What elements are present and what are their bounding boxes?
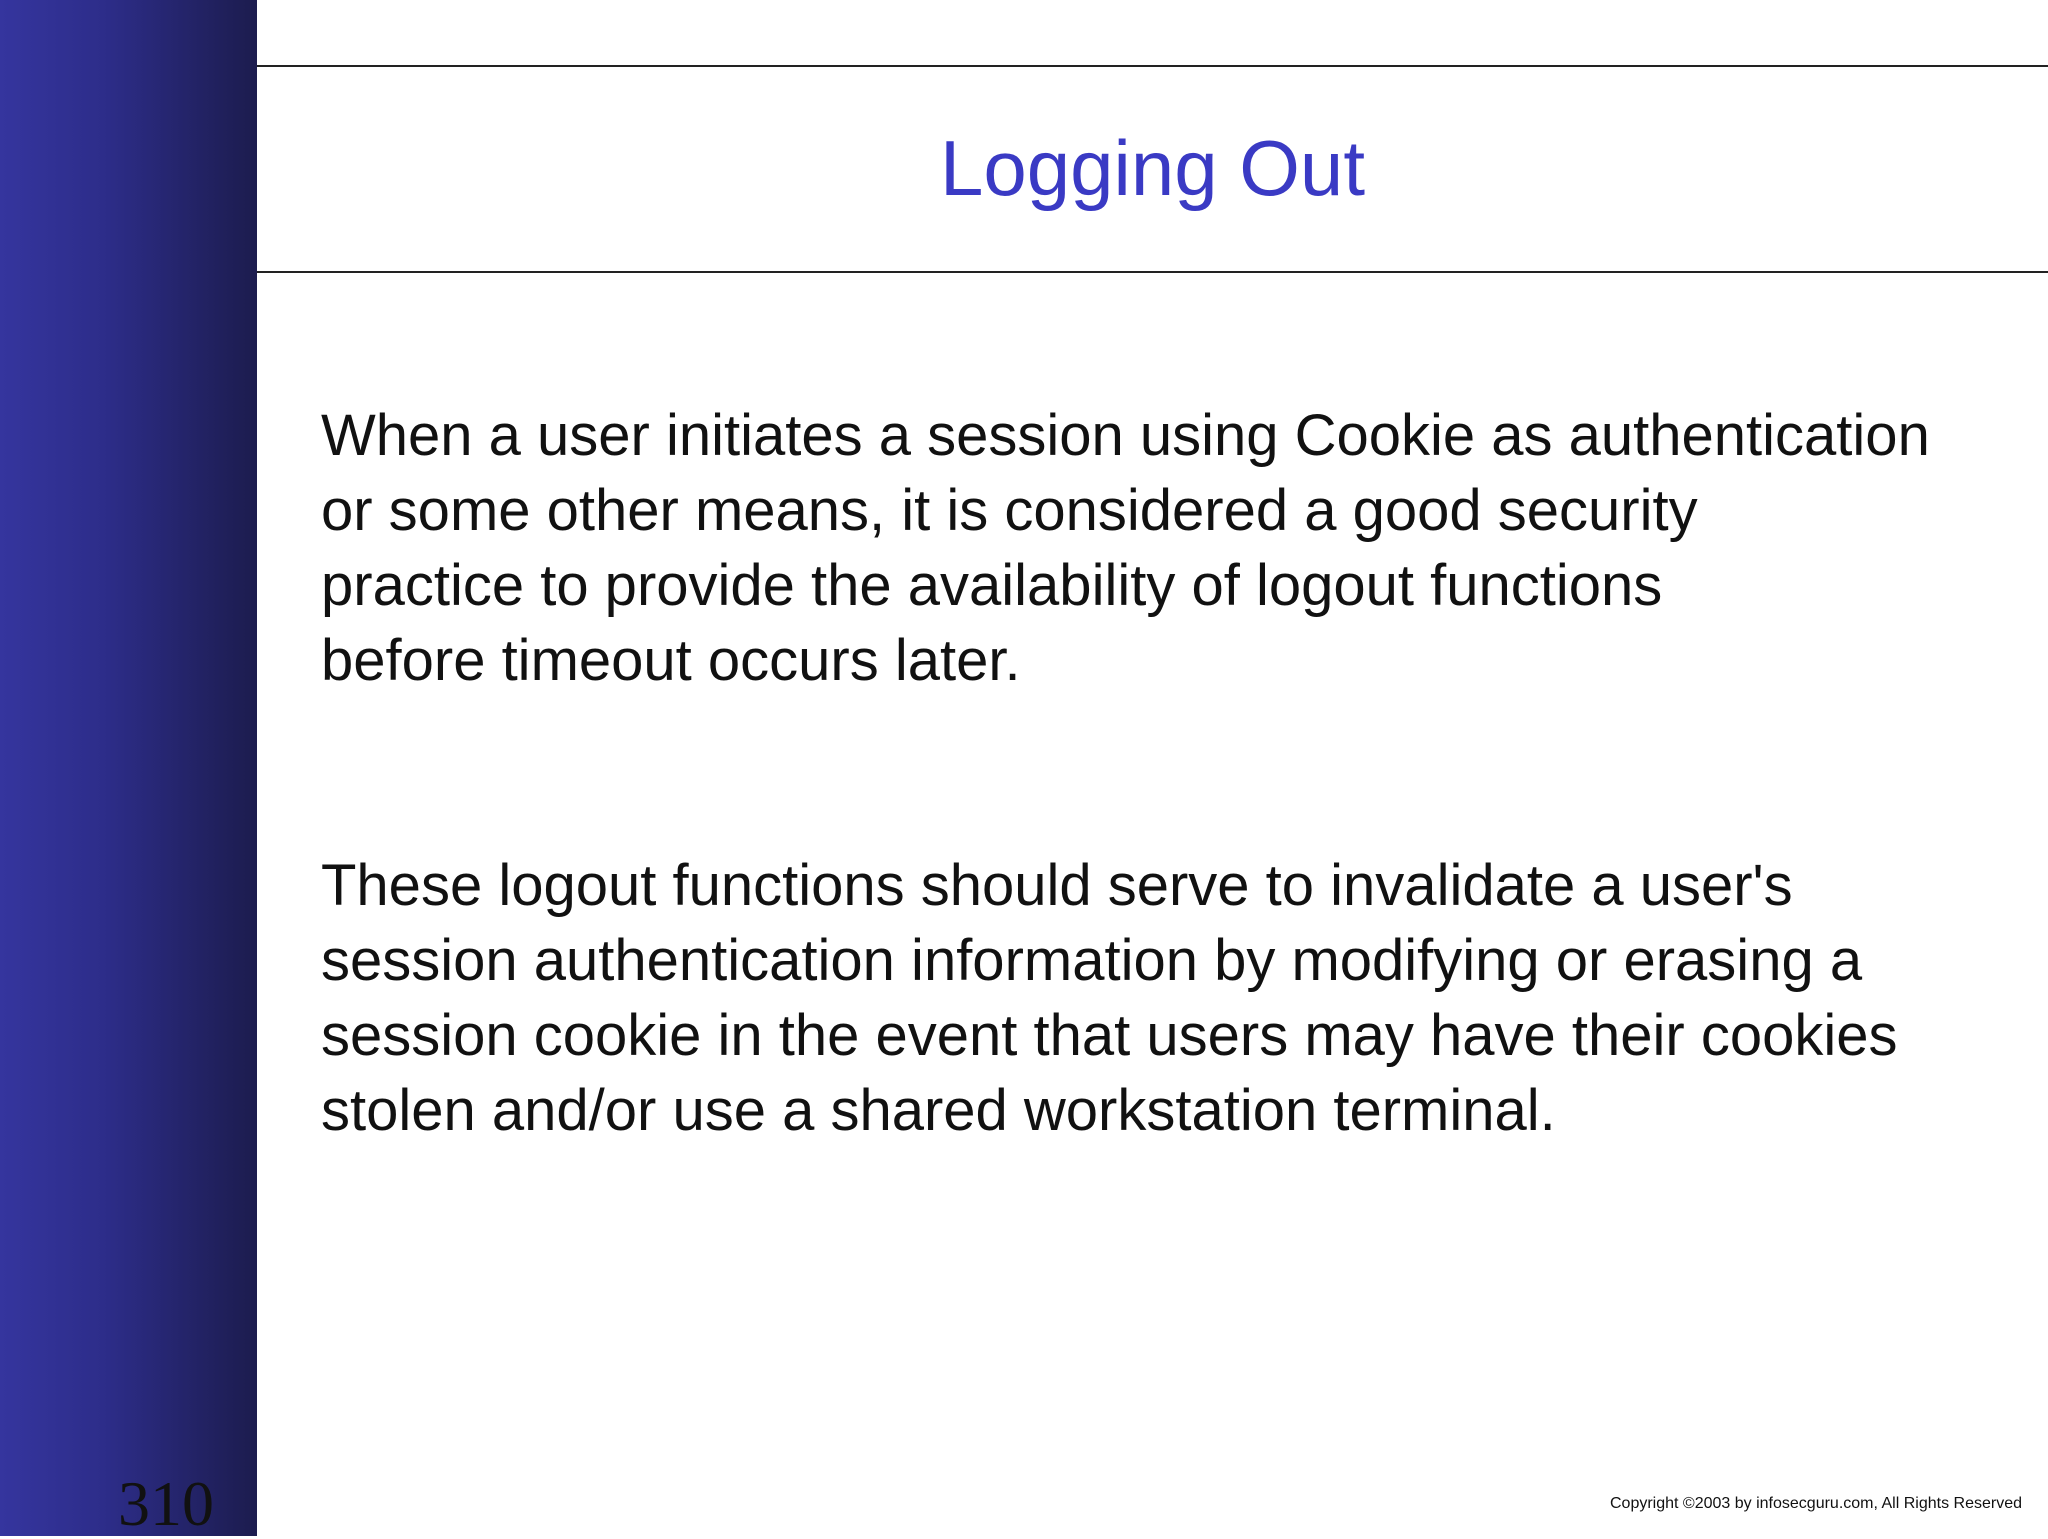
body-paragraph-2: [321, 848, 2048, 1148]
body-paragraph-1: [321, 398, 2048, 698]
body-line: When a user initiates a session using Cookie as authentication: [321, 403, 1930, 468]
title-rule-bottom: [257, 271, 2048, 273]
body-line: before timeout occurs later.: [321, 628, 1021, 693]
slide-title: Logging Out: [939, 124, 1365, 212]
slide-body: [321, 398, 2048, 1148]
body-line: stolen and/or use a shared workstation terminal.: [321, 1078, 1556, 1143]
copyright-notice: Copyright ©2003 by infosecguru.com, All Rights Reserved: [1610, 1495, 2022, 1512]
body-line: or some other means, it is considered a good security: [321, 478, 1698, 543]
body-line: session cookie in the event that users may have their cookies: [321, 1003, 1898, 1068]
sidebar-band: [0, 0, 257, 1539]
slide-number: 310: [118, 1468, 214, 1539]
body-line: practice to provide the availability of logout functions: [321, 553, 1663, 618]
body-line: These logout functions should serve to invalidate a user's: [321, 853, 1793, 918]
body-line: session authentication information by modifying or erasing a: [321, 928, 1863, 993]
title-rule-top: [257, 65, 2048, 67]
